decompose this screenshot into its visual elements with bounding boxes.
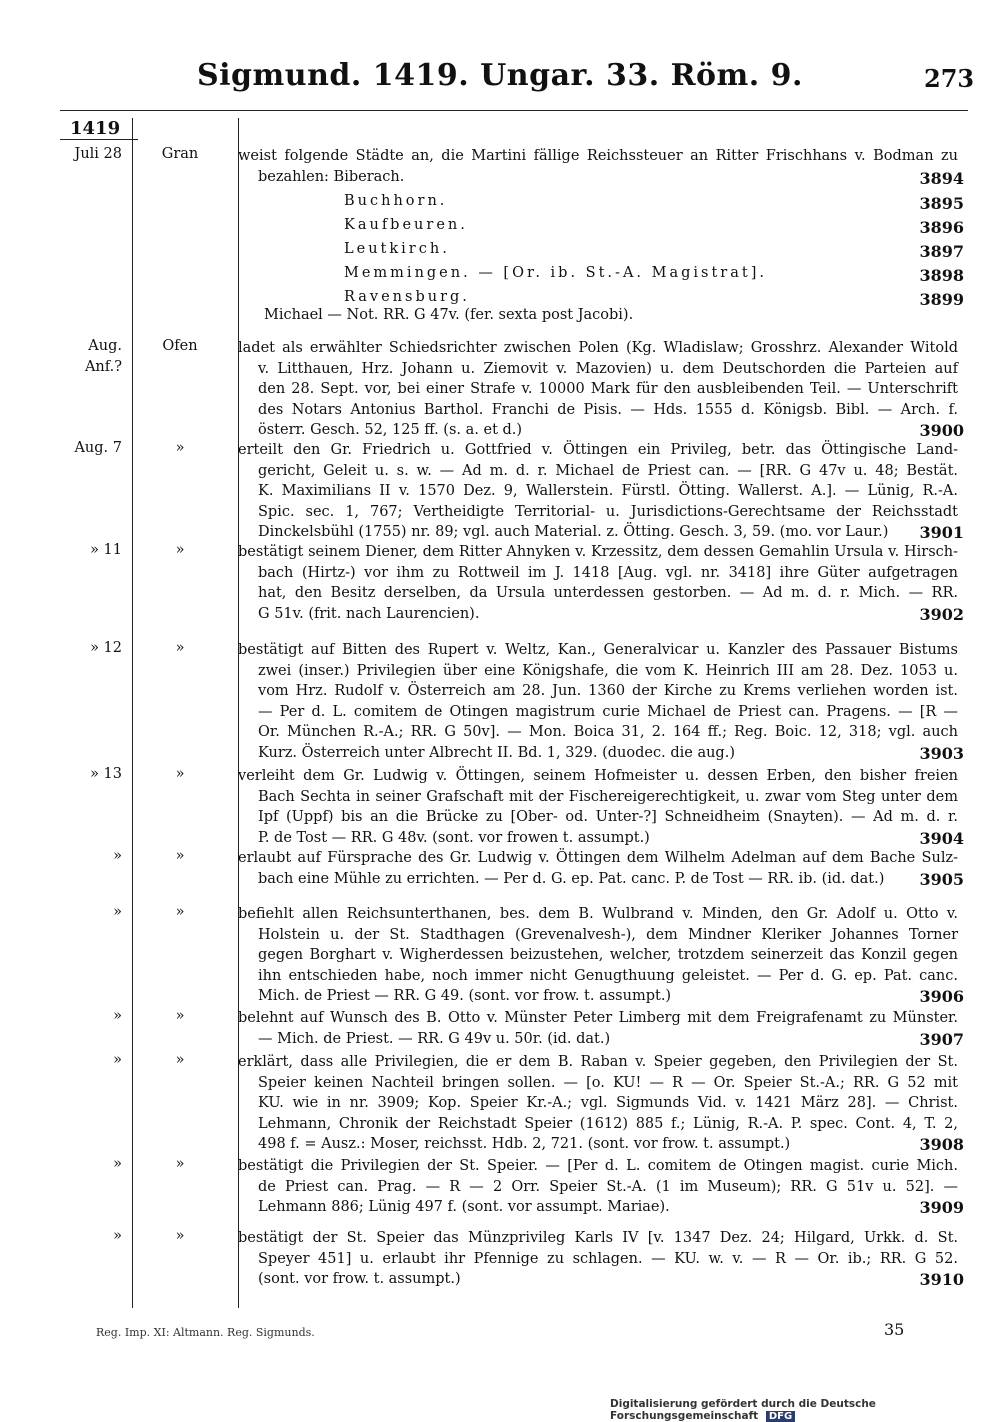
city-name: Leutkirch. [344, 241, 450, 257]
regest-number: 3905 [919, 869, 964, 889]
city-name: Buchhorn. [344, 193, 448, 209]
entry-date-extra: Anf.? [84, 358, 122, 375]
entry-date: » 11 [90, 542, 122, 558]
city-name: Memmingen. — [Or. ib. St.-A. Magistrat]. [344, 265, 767, 281]
entry-text-line: P. de Tost — RR. G 48v. (sont. vor frowen t. assumpt.) [258, 829, 650, 846]
entry-text-line: K. Maximilians II v. 1570 Dez. 9, Wallerstein. Fürstl. Ötting. Wallerst. A.]. — Lünig, R.-A. [258, 483, 958, 499]
entry-date: » [113, 848, 122, 864]
entry-date: Juli 28 [74, 146, 122, 162]
city-name: Kaufbeuren. [344, 217, 468, 233]
entry-text-line: hat, den Besitz derselben, da Ursula unterdessen gestorben. — Ad m. d. r. Mich. — RR. [258, 585, 958, 601]
entry-closing: Michael — Not. RR. G 47v. (fer. sexta post Jacobi). [264, 307, 634, 323]
entry-date: » [113, 904, 122, 920]
entry-place: » [175, 1052, 185, 1068]
entry-place: » [175, 904, 185, 920]
city-name: Ravensburg. [344, 289, 470, 305]
entry-text-line: Bach Sechta in seiner Grafschaft mit der Fischereigerechtigkeit, u. zwar vom Steg unter dem [258, 788, 958, 805]
entry-text-line: den 28. Sept. vor, bei einer Strafe v. 10000 Mark für den ausbleibenden Teil. — Unterschrift [258, 381, 958, 397]
entry-text-line: bach eine Mühle zu errichten. — Per d. G. ep. Pat. canc. P. de Tost — RR. ib. (id. dat.) [258, 870, 885, 887]
entry-text-line: — Per d. L. comitem de Otingen magistrum curie Michael de Priest can. Pragens. — [R — [258, 703, 958, 720]
entry-text-line: bestätigt seinem Diener, dem Ritter Ahnyken v. Krzessitz, dem dessen Gemahlin Ursula v. Hirsch- [238, 544, 958, 560]
entry-place: Ofen [162, 338, 198, 354]
entry-text-line: — Mich. de Priest. — RR. G 49v u. 50r. (id. dat.) [258, 1030, 611, 1047]
entry-place: » [175, 440, 185, 456]
entry-text-line: gegen Borghart v. Wigherdessen beizustehen, welcher, trotzdem seinerzeit das Konzil gegen [258, 947, 958, 963]
regest-number: 3894 [919, 168, 964, 188]
entry-text-line: verleiht dem Gr. Ludwig v. Öttingen, seinem Hofmeister u. dessen Erben, den bisher freien [238, 768, 958, 784]
entry-text-line: ihn entschieden habe, noch immer nicht Genugthuung geleistet. — Per d. G. ep. Pat. canc. [258, 967, 958, 984]
entry-text-line: österr. Gesch. 52, 125 ff. (s. a. et d.) [258, 422, 523, 438]
entry-text-line: (sont. vor frow. t. assumpt.) [258, 1271, 461, 1287]
entry-place: » [175, 1008, 185, 1024]
entry-text-line: bestätigt der St. Speier das Münzprivileg Karls IV [v. 1347 Dez. 24; Hilgard, Urkk. d. St. [238, 1230, 958, 1246]
regest-number: 3902 [919, 604, 964, 624]
entry-place: » [175, 1228, 185, 1244]
entry-text-line: Lehmann 886; Lünig 497 f. (sont. vor assumpt. Mariae). [258, 1199, 670, 1215]
entry-place: » [175, 766, 185, 782]
regest-number: 3897 [919, 242, 964, 261]
entry-text-line: ladet als erwählter Schiedsrichter zwischen Polen (Kg. Wladislaw; Grosshrz. Alexander Witold [238, 340, 958, 356]
entry-text-line: bach (Hirtz-) vor ihm zu Rottweil im J. 1418 [Aug. vgl. nr. 3418] ihre Güter aufgetragen [258, 564, 958, 581]
dfg-credit-text: Digitalisierung gefördert durch die Deutsche Forschungsgemeinschaft [610, 1398, 876, 1422]
regest-number: 3903 [919, 743, 964, 763]
regest-number: 3901 [919, 523, 964, 542]
entry-place: » [175, 542, 185, 558]
regest-number: 3895 [919, 194, 964, 213]
dfg-credit [610, 1398, 1000, 1422]
entry-date: » [113, 1008, 122, 1024]
regest-number: 3908 [919, 1135, 964, 1154]
entry-text-line: G 51v. (frit. nach Laurencien). [258, 605, 480, 622]
column-divider-left [132, 118, 133, 1308]
regest-number: 3910 [919, 1270, 964, 1289]
entry-text-line: bestätigt die Privilegien der St. Speier. — [Per d. L. comitem de Otingen magist. curie Mich. [238, 1158, 958, 1174]
entry-text-line: bestätigt auf Bitten des Rupert v. Weltz, Kan., Generalvicar u. Kanzler des Passauer Bistums [238, 642, 958, 658]
entry-text-line: Mich. de Priest — RR. G 49. (sont. vor frow. t. assumpt.) [258, 988, 672, 1004]
column-divider-right [238, 118, 239, 1308]
entry-text-line: zwei (inser.) Privilegien über eine Königshafe, die vom K. Heinrich III am 28. Dez. 1053 u. [258, 662, 958, 679]
regest-number: 3896 [919, 218, 964, 237]
regest-number: 3906 [919, 987, 964, 1006]
entry-text-line: Or. München R.-A.; RR. G 50v]. — Mon. Boica 31, 2. 164 ff.; Reg. Boic. 12, 318; vgl. auch [258, 724, 958, 740]
entry-date: » 13 [90, 766, 122, 782]
page-number: 273 [924, 64, 975, 93]
entry-text-line: belehnt auf Wunsch des B. Otto v. Münster Peter Limberg mit dem Freigrafenamt zu Münster. [238, 1010, 958, 1026]
regest-number: 3899 [919, 290, 964, 309]
entry-text-line: weist folgende Städte an, die Martini fällige Reichssteuer an Ritter Frischhans v. Bodman zu [238, 148, 958, 164]
entry-text-line: gericht, Geleit u. s. w. — Ad m. d. r. Michael de Priest can. — [RR. G 47v u. 48; Bestät. [258, 462, 958, 479]
entry-date: » [113, 1228, 122, 1244]
entry-text-line: Dinckelsbühl (1755) nr. 89; vgl. auch Material. z. Ötting. Gesch. 3, 59. (mo. vor Laur.) [258, 524, 889, 540]
entry-text-line: Ipf (Uppf) bis an die Brücke zu [Ober- od. Unter-?] Schneidheim (Snayten). — Ad m. d. r. [258, 809, 958, 825]
entry-text-line: Holstein u. der St. Stadthagen (Grevenalvesh-), dem Mindner Kleriker Johannes Torner [258, 926, 958, 943]
page-header-title: Sigmund. 1419. Ungar. 33. Röm. 9. [196, 58, 803, 93]
entry-place: » [175, 848, 185, 864]
entry-text-line: Kurz. Österreich unter Albrecht II. Bd. 1, 329. (duodec. die aug.) [258, 744, 735, 761]
year-heading: 1419 [70, 118, 121, 139]
regest-number: 3904 [919, 828, 964, 848]
header-rule [60, 110, 968, 111]
entry-text-line: de Priest can. Prag. — R — 2 Orr. Speier St.-A. (1 im Museum); RR. G 51v u. 52]. — [258, 1178, 958, 1195]
entry-text-line: v. Litthauen, Hrz. Johann u. Ziemovit v. Mazovien) u. dem Deutschorden die Parteien auf [258, 360, 958, 377]
entry-text-line: befiehlt allen Reichsunterthanen, bes. dem B. Wulbrand v. Minden, den Gr. Adolf u. Otto v. [238, 906, 958, 922]
regest-number: 3898 [919, 266, 964, 285]
year-rule [60, 139, 138, 140]
dfg-logo: DFG [766, 1411, 795, 1422]
entry-text-line: Speyer 451] u. erlaubt ihr Pfennige zu schlagen. — KU. w. v. — R — Or. ib.; RR. G 52. [258, 1250, 958, 1267]
entry-place: » [175, 1156, 185, 1172]
entry-text-line: des Notars Antonius Barthol. Franchi de Pisis. — Hds. 1555 d. Königsb. Bibl. — Arch. f. [258, 401, 958, 418]
entry-place: Gran [161, 146, 199, 162]
regest-number: 3907 [919, 1029, 964, 1049]
entry-text-line: Speier keinen Nachteil bringen sollen. — [o. KU! — R — Or. Speier St.-A.; RR. G 52 mit [258, 1074, 958, 1091]
entry-place: » [175, 640, 185, 656]
footer-source: Reg. Imp. XI: Altmann. Reg. Sigmunds. [96, 1326, 315, 1339]
entry-text-line: erklärt, dass alle Privilegien, die er dem B. Raban v. Speier gegeben, den Privilegien der St. [238, 1054, 958, 1070]
entry-date: » [113, 1156, 122, 1172]
entry-text-line: KU. wie in nr. 3909; Kop. Speier Kr.-A.; vgl. Sigmunds Vid. v. 1421 März 28]. — Christ. [258, 1095, 958, 1111]
regest-number: 3909 [919, 1198, 964, 1217]
entry-text-line: Lehmann, Chronik der Reichstadt Speier (1612) 885 f.; Lünig, R.-A. P. spec. Cont. 4, T. 2, [258, 1115, 958, 1132]
regest-number: 3900 [919, 421, 964, 440]
entry-date: » [113, 1052, 122, 1068]
entry-text-line: vom Hrz. Rudolf v. Österreich am 28. Jun. 1360 der Kirche zu Krems verliehen worden ist. [258, 683, 958, 699]
entry-date: » 12 [90, 640, 122, 656]
entry-text-line: bezahlen: Biberach. [258, 168, 405, 185]
entry-text-line: 498 f. = Ausz.: Moser, reichsst. Hdb. 2, 721. (sont. vor frow. t. assumpt.) [258, 1136, 791, 1152]
entry-text-line: erlaubt auf Fürsprache des Gr. Ludwig v. Öttingen dem Wilhelm Adelman auf dem Bache Sulz- [238, 850, 958, 866]
footer-signature: 35 [884, 1320, 905, 1339]
entry-date: Aug. 7 [74, 440, 122, 456]
entry-date: Aug. [88, 338, 122, 354]
entry-text-line: Spic. sec. 1, 767; Vertheidigte Territorial- u. Jurisdictions-Gerechtsame der Reichsstadt [258, 503, 958, 520]
entry-text-line: erteilt den Gr. Friedrich u. Gottfried v. Öttingen ein Privileg, betr. das Öttingische Land- [238, 442, 958, 458]
